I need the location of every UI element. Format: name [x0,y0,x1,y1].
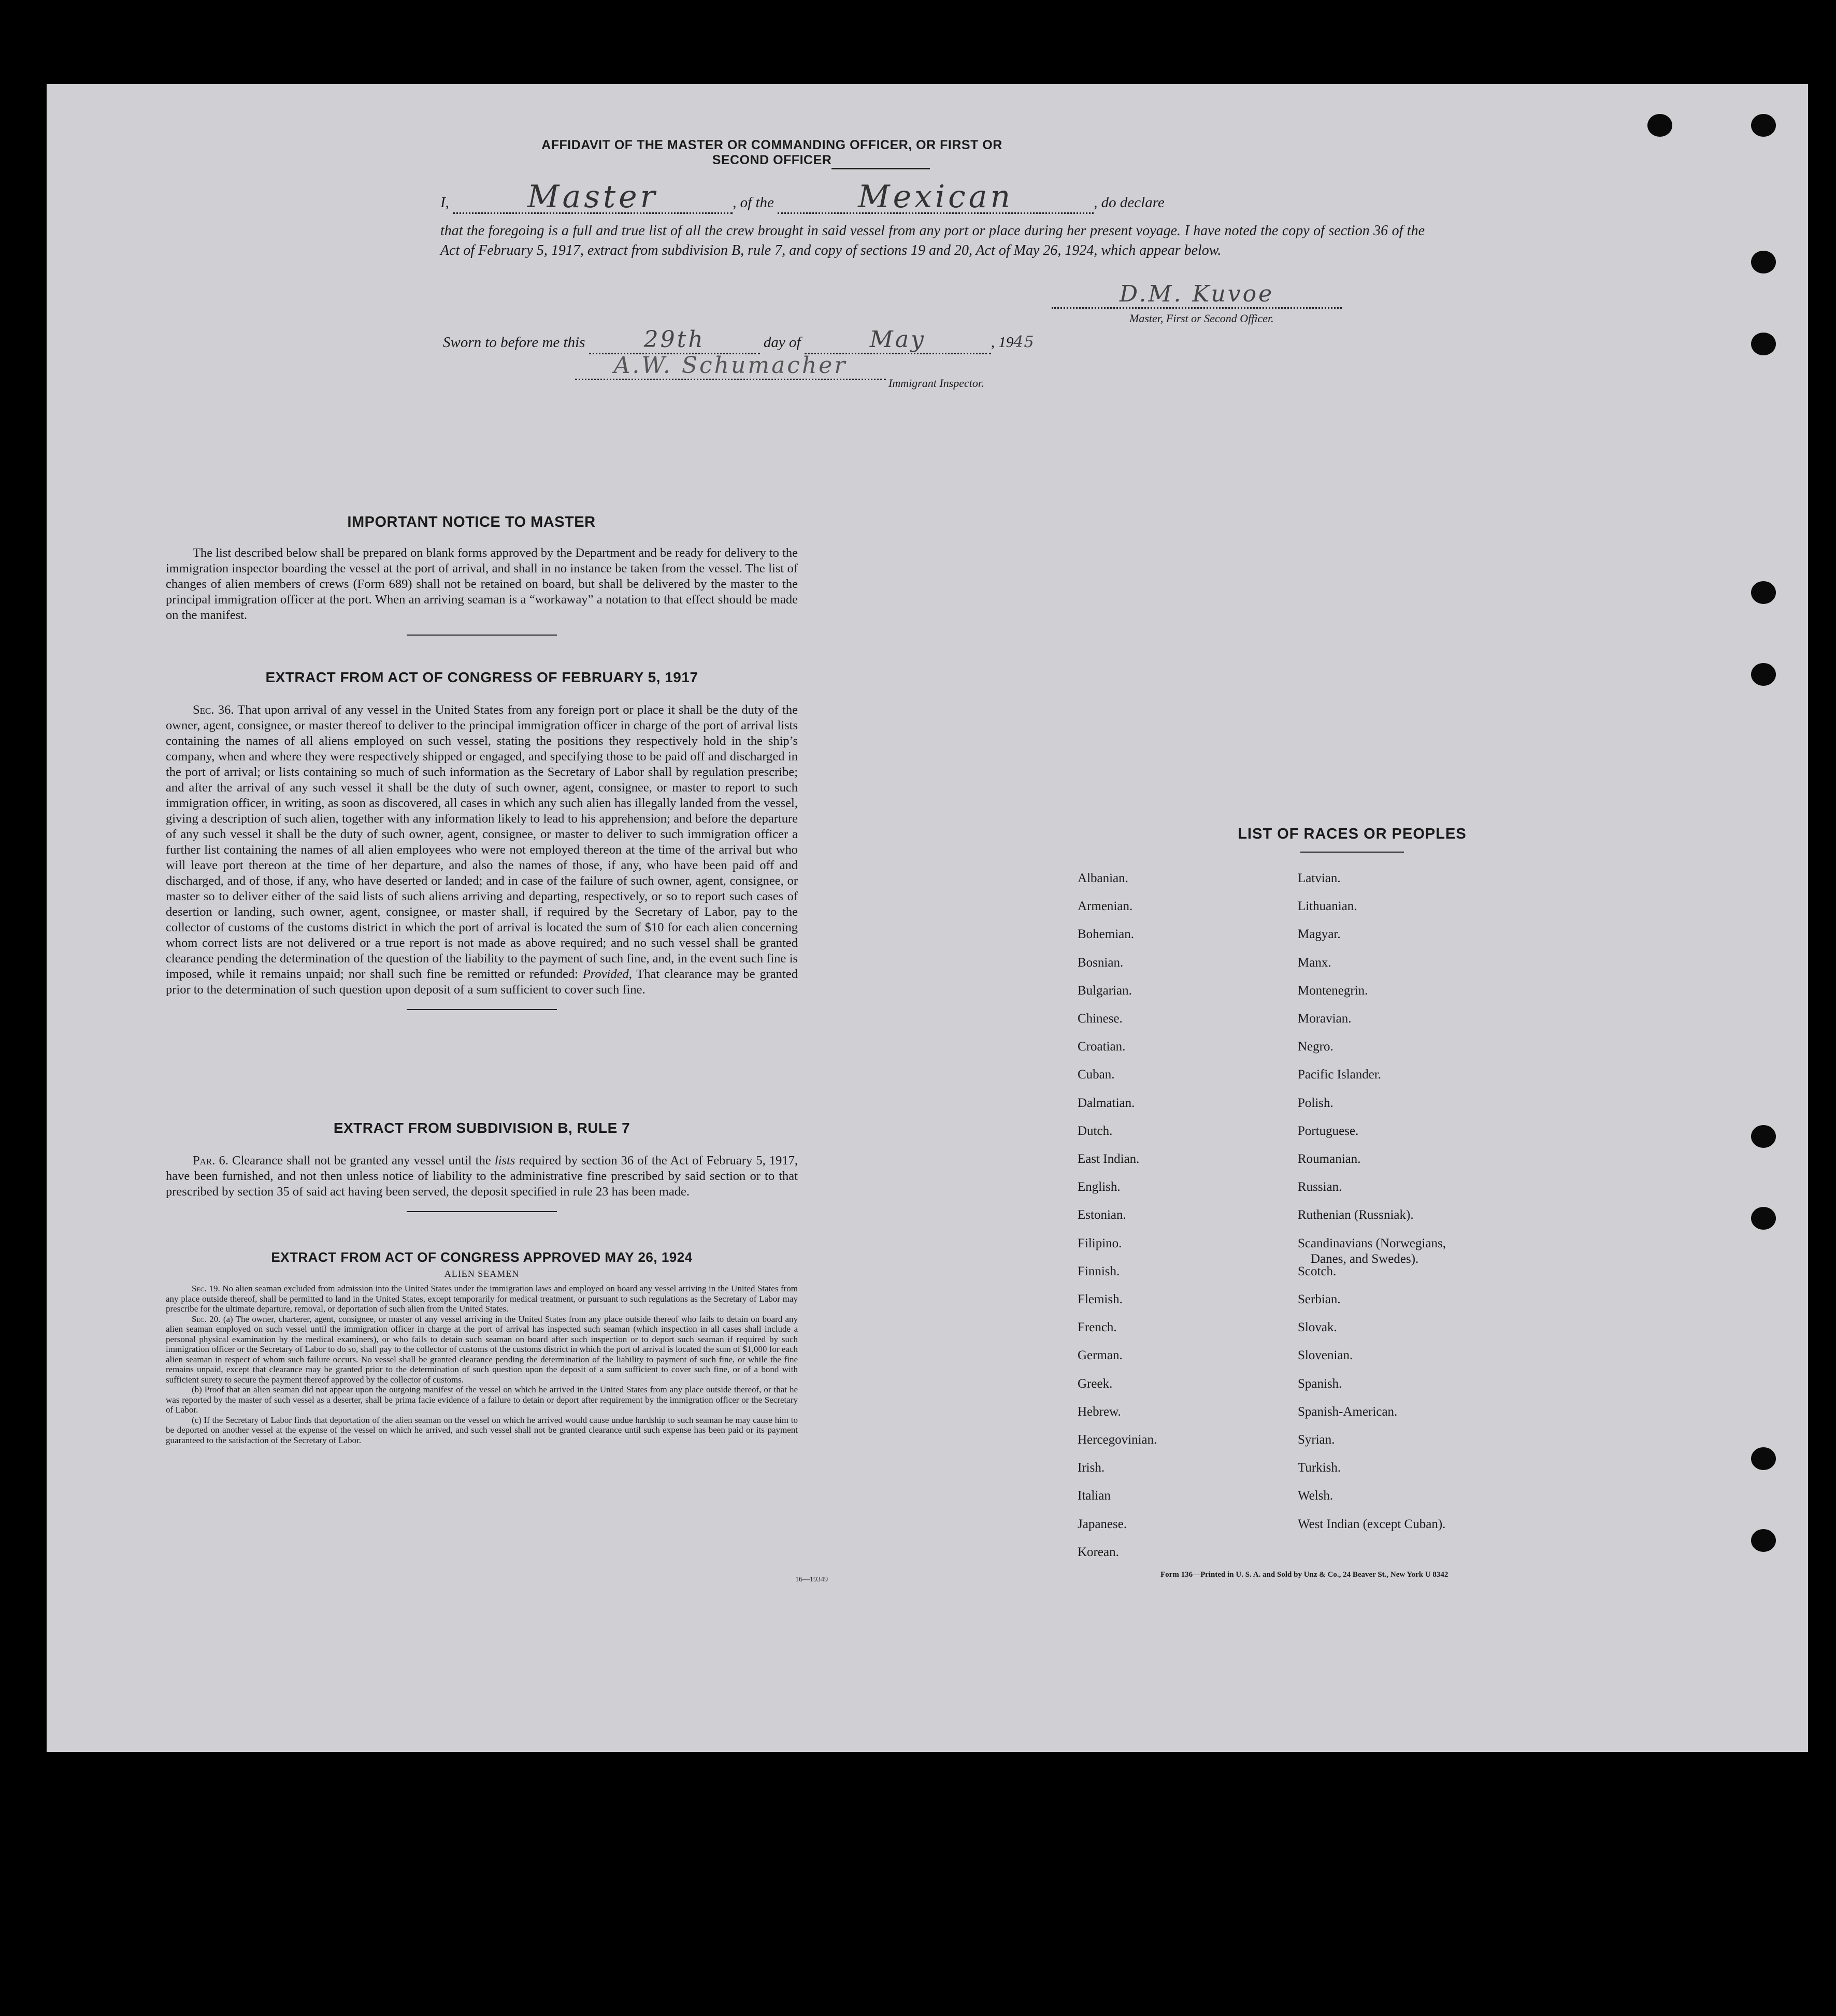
day-of-label: day of [763,334,801,351]
sec-20a-text [166,1314,798,1385]
race-item: Danes, and Swedes). [1311,1251,1419,1266]
race-item: Lithuanian. [1298,899,1357,914]
race-item: Magyar. [1298,927,1341,942]
race-item: Hebrew. [1078,1404,1121,1419]
sworn-line [443,326,1035,354]
sec-20a-body: (a) The owner, charterer, agent, consignee, or master of any vessel arriving in the United States from any place outside thereof who fails to detain on board any alien seaman employed on such vessel until the immigration officer in charge at the port of arrival has inspected such seaman (which inspection in all cases shall include a personal physical examination by the medical examiners), or who fails to detain such seaman on board after such inspection or to deport such seaman if required by such immigration officer or the Secretary of Labor to do so, shall pay to the collector of customs of the customs district in which the port of arrival is located the sum of $1,000 for each alien seaman in respect of whom such failure occurs. No vessel shall be granted clearance pending the determination of the liability to payment of such fine, or while the fine remains unpaid, except that clearance may be granted prior to the determination of such question upon the deposit of a sum sufficient to cover such fine, or of a bond with sufficient surety to secure the payment thereof approved by the collector of customs. [166,1314,798,1385]
name-handwritten: Master [527,179,658,215]
race-item: Albanian. [1078,871,1128,885]
race-item: Roumanian. [1298,1152,1361,1166]
race-item: Cuban. [1078,1068,1115,1082]
extract-1917-section [166,669,798,1010]
sworn-label: Sworn to before me this [443,334,585,351]
section-rule [407,1211,557,1212]
vessel-field [778,181,1094,214]
punch-hole [1751,1207,1776,1230]
race-item: Welsh. [1298,1489,1333,1503]
alien-seamen-subheading: ALIEN SEAMEN [444,1269,520,1279]
race-item: Scandinavians (Norwegians, [1298,1236,1446,1250]
punch-hole [1751,663,1776,686]
race-item: Montenegrin. [1298,983,1368,998]
rule-7-heading: EXTRACT FROM SUBDIVISION B, RULE 7 [333,1120,630,1136]
rule-7-text-a: Clearance shall not be granted any vessel until the [232,1154,491,1168]
sworn-month-handwritten: May [869,326,926,353]
year-prefix: , 19 [991,334,1014,351]
sec-19-label: Sec. 19. [192,1284,220,1293]
race-item: Hercegovinian. [1078,1433,1157,1447]
title-rule [831,168,930,169]
race-item: Bohemian. [1078,927,1135,942]
race-item: Bulgarian. [1078,983,1132,998]
rule-7-text-b: required by section 36 of the Act of February 5, 1917, have been furnished, and not then unless notice of liability to the administrative fine prescribed by said section or to that prescribed by section 35 of said act having been served, the deposit specified in rule 23 has been made. [166,1154,798,1199]
race-item: Chinese. [1078,1012,1123,1026]
race-item: Pacific Islander. [1298,1068,1382,1082]
inspector-handwritten: A.W. Schumacher [613,352,848,379]
extract-1924-heading: EXTRACT FROM ACT OF CONGRESS APPROVED MAY 26, 1924 [271,1249,693,1265]
race-item: Bosnian. [1078,955,1124,970]
punch-hole [1751,333,1776,355]
sec-19-text [166,1284,798,1314]
sworn-day-handwritten: 29th [643,326,705,353]
notice-text: The list described below shall be prepared on blank forms approved by the Department and be ready for delivery to the immigration inspector boarding the vessel at the port of arrival, and shall in no instance be taken from the vessel. The list of changes of alien members of crews (Form 689) shall not be retained on board, but shall be delivered by the master to the principal immigration officer at the port. When an arriving seaman is a “workaway” a notation to that effect should be made on the manifest. [166,546,798,622]
punch-hole [1751,1447,1776,1470]
race-item: Ruthenian (Russniak). [1298,1208,1414,1222]
race-item: Korean. [1078,1545,1119,1559]
race-item: Irish. [1078,1461,1105,1475]
sworn-month-field [805,326,991,354]
race-item: Latvian. [1298,871,1341,885]
race-item: Flemish. [1078,1292,1123,1306]
sec-36-label: Sec. 36. [193,703,234,717]
race-item: East Indian. [1078,1152,1140,1166]
race-item: Dutch. [1078,1124,1113,1138]
lists-word: lists [494,1154,515,1168]
rule-7-text [166,1153,798,1200]
sec-20b-text: (b) Proof that an alien seaman did not appear upon the outgoing manifest of the vessel on which he arrived in the United States from any place outside thereof, or that he was reported by the master of such vessel as a deserter, shall be prima facie evidence of a failure to detain or deport after requirement by the immigration officer or the Secretary of Labor. [166,1385,798,1415]
section-rule [407,1009,557,1010]
race-item: Dalmatian. [1078,1096,1135,1110]
race-item: Filipino. [1078,1236,1122,1250]
sec-19-body: No alien seaman excluded from admission into the United States under the immigration laws and employed on board any vessel arriving in the United States from any place outside thereof, shall be permitted to land in the United States, except temporarily for medical treatment, or pursuant to such regulations as the Secretary of Labor may prescribe for the ultimate departure, removal, or deportation of such alien from the United States. [166,1284,798,1314]
affidavit-body: that the foregoing is a full and true list of all the crew brought in said vessel from any port or place during her present voyage. I have noted the copy of section 36 of the Act of February 5, 1917, extract from subdivision B, rule 7, and copy of sections 19 and 20, Act of May 26, 1924, which appear below. [440,223,1425,258]
sec-20-label: Sec. 20. [192,1314,221,1324]
race-item: Slovenian. [1298,1348,1353,1363]
race-item: Croatian. [1078,1040,1126,1054]
race-item: German. [1078,1348,1123,1363]
provided-word: Provided, [582,967,632,981]
race-item: Scotch. [1298,1264,1337,1278]
name-field [453,181,733,214]
punch-hole [1751,251,1776,273]
race-item: French. [1078,1320,1117,1335]
extract-1917-heading: EXTRACT FROM ACT OF CONGRESS OF FEBRUARY 5, 1917 [265,669,698,685]
document-sheet [47,84,1808,1752]
vessel-handwritten: Mexican [858,179,1014,215]
races-heading: LIST OF RACES OR PEOPLES [1238,826,1467,842]
sec-36-text: That upon arrival of any vessel in the United States from any foreign port or place it shall be the duty of the owner, agent, consignee, or master thereof to deliver to the principal immigration officer in charge of the port of arrival lists containing the names of all aliens employed on such vessel, stating the positions they respectively hold in the ship’s company, when and where they were respectively shipped or engaged, and specifying those to be paid off and discharged in the port of arrival; or lists containing so much of such information as the Secretary of Labor shall by regulation prescribe; and after the arrival of any such vessel it shall be the duty of such owner, agent, consignee, or master to report to such immigration officer, in writing, as soon as discovered, all cases in which any such alien has illegally landed from the vessel, giving a description of such alien, together with any information likely to lead to his apprehension; and before the departure of any such vessel it shall be the duty of such owner, agent, consignee, or master to deliver to such immigration officer a further list containing the names of all alien employees who were not employed thereon at the time of the arrival but who will leave port thereon at the time of her departure, and also the names of those, if any, who have been paid off and discharged, and of those, if any, who have deserted or landed; and in case of the failure of such owner, agent, consignee, or master so to deliver either of the said lists of such aliens arriving and departing, respectively, or so to report such cases of desertion or landing, such owner, agent, consignee, or master shall, if required by the Secretary of Labor, pay to the collector of customs of the customs district in which the port of arrival is located the sum of $10 for each alien concerning whom correct lists are not delivered or a true report is not made as above required; and no such vessel shall be granted clearance pending the determination of the question of the liability to the payment of such fine, and, in the event such fine is imposed, while it remains unpaid; nor shall such fine be remitted or refunded: [166,703,798,981]
form-number: 16—19349 [795,1576,828,1583]
race-item: Serbian. [1298,1292,1341,1306]
race-item: Syrian. [1298,1433,1335,1447]
year-handwritten: 45 [1013,333,1035,351]
punch-hole [1751,114,1776,137]
affidavit-title: AFFIDAVIT OF THE MASTER OR COMMANDING OFFICER, OR FIRST OR SECOND OFFICER [541,138,1002,167]
race-item: Negro. [1298,1040,1333,1054]
punch-hole [1751,1529,1776,1552]
rule-7-section [166,1120,798,1212]
race-item: Estonian. [1078,1208,1126,1222]
master-signature [1052,281,1342,309]
section-rule [407,635,557,636]
i-label: I, [440,194,449,211]
form-footer: Form 136—Printed in U. S. A. and Sold by Unz & Co., 24 Beaver St., New York U 8342 [1160,1571,1448,1579]
race-item: Russian. [1298,1180,1342,1194]
declaration-line [440,181,1165,214]
sworn-day-field [589,326,760,354]
race-item: Moravian. [1298,1012,1352,1026]
punch-hole [1751,1125,1776,1148]
races-rule [1300,852,1404,853]
extract-1917-text [166,702,798,998]
inspector-signature [575,352,886,380]
race-item: Armenian. [1078,899,1133,914]
sec-20c-text: (c) If the Secretary of Labor finds that deportation of the alien seaman on the vessel on which he arrived would cause undue hardship to such seaman he may cause him to be deported on another vessel at the expense of the vessel on which he arrived, and such vessel shall not be granted clearance until such expense has been paid or its payment guaranteed to the satisfaction of the Secretary of Labor. [166,1415,798,1445]
race-item: Spanish-American. [1298,1404,1398,1419]
signature-caption: Master, First or Second Officer. [1129,312,1274,325]
race-item: Spanish. [1298,1376,1342,1391]
signature-handwritten: D.M. Kuvoe [1119,281,1274,307]
race-item: Japanese. [1078,1517,1127,1531]
inspector-caption: Immigrant Inspector. [888,377,984,390]
race-item: Manx. [1298,955,1331,970]
race-item: Slovak. [1298,1320,1337,1335]
race-item: Greek. [1078,1376,1113,1391]
race-item: Finnish. [1078,1264,1120,1278]
punch-hole [1751,581,1776,604]
race-item: West Indian (except Cuban). [1298,1517,1446,1531]
of-the-label: , of the [733,194,774,211]
race-item: Italian [1078,1489,1111,1503]
race-item: Portuguese. [1298,1124,1359,1138]
race-item: Polish. [1298,1096,1333,1110]
notice-heading: IMPORTANT NOTICE TO MASTER [347,514,596,530]
punch-hole [1647,114,1672,137]
race-item: English. [1078,1180,1121,1194]
sec-36-text-end: That clearance may be granted prior to the determination of such question upon deposit of a sum sufficient to cover such fine. [166,967,798,997]
notice-section [166,514,798,636]
extract-1924-section [166,1249,798,1445]
par-6-label: Par. 6. [193,1154,228,1168]
do-declare-label: , do declare [1094,194,1165,211]
race-item: Turkish. [1298,1461,1341,1475]
